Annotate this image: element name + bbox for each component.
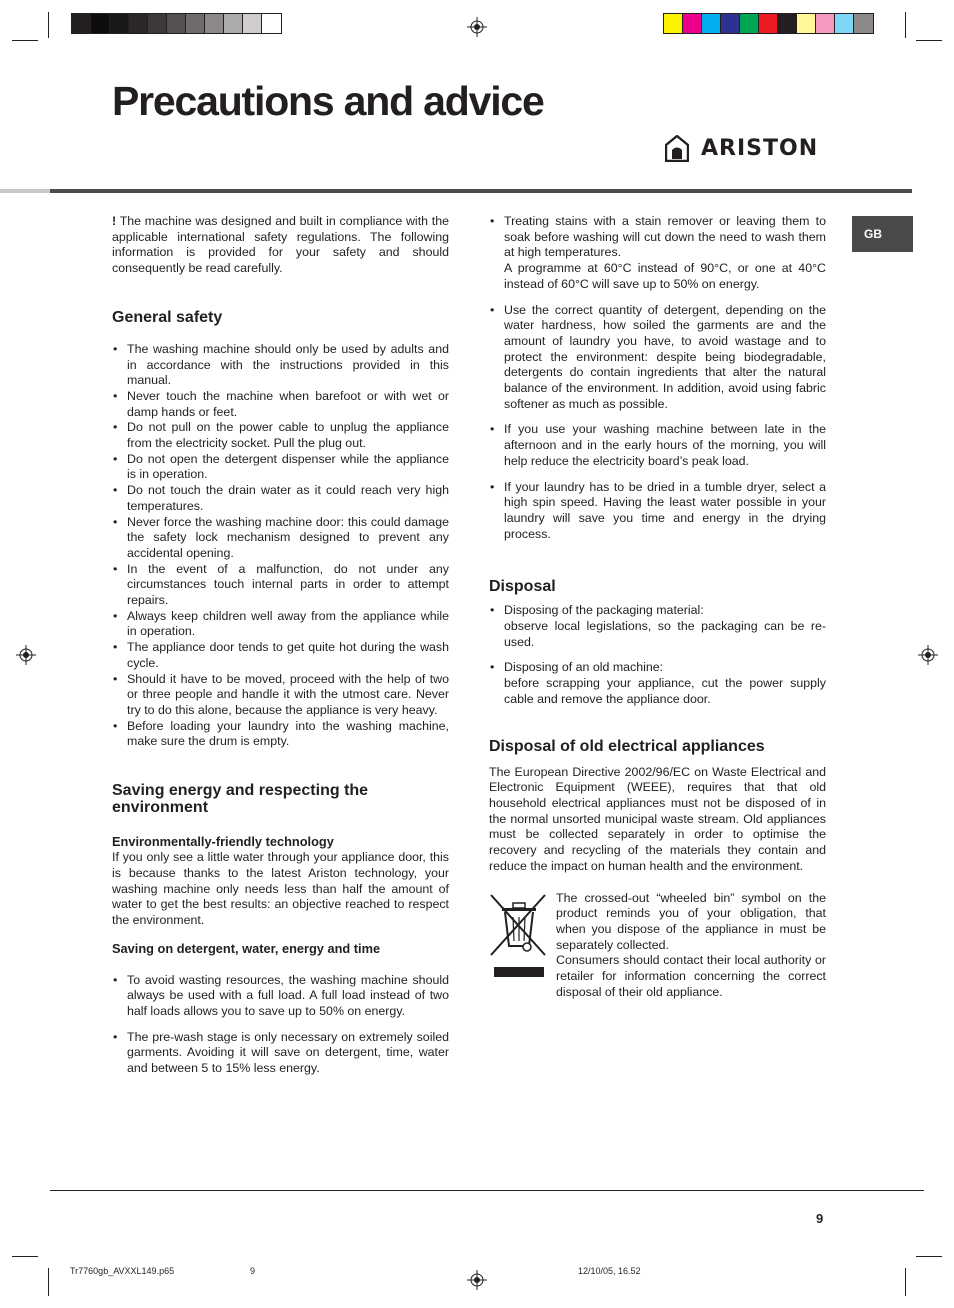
registration-mark-icon — [16, 645, 36, 665]
list-item-text: If you use your washing machine between late in the afternoon and in the early hours of the morning, you will help reduce the electricity board’s peak load. — [504, 422, 826, 468]
intro-paragraph: ! The machine was designed and built in compliance with the applicable international safety regulations. The following information is provided for your safety and should consequently be read carefully. — [112, 214, 450, 276]
colour-swatch — [148, 14, 167, 33]
list-item-detail: observe local legislations, so the packaging can be re-used. — [504, 619, 826, 649]
colour-swatch — [205, 14, 224, 33]
colour-swatch — [91, 14, 110, 33]
general-safety-list — [112, 342, 449, 750]
page-title: Precautions and advice — [112, 78, 544, 124]
list-item-text: Disposing of the packaging material: — [504, 603, 704, 618]
list-item: • Always keep children well away from the appliance while in operation. — [112, 609, 449, 640]
list-item-detail: before scrapping your appliance, cut the power supply cable and remove the appliance door. — [504, 676, 826, 706]
list-item: • Do not touch the drain water as it could reach very high temperatures. — [112, 483, 449, 514]
list-item: • The washing machine should only be used by adults and in accordance with the instructions provided in this manual. — [112, 342, 449, 389]
list-item — [489, 480, 826, 543]
weee-symbol-text — [556, 891, 826, 1001]
list-item: • To avoid wasting resources, the washing machine should always be used with a full load. A full load instead of two half loads allows you to save up to 50% on energy. — [112, 973, 449, 1020]
weee-symbol-block — [489, 891, 826, 1001]
colour-swatch — [854, 14, 873, 33]
energy-tips-list — [489, 214, 826, 542]
list-item — [489, 303, 826, 413]
list-item-text: Use the correct quantity of detergent, depending on the water hardness, how soiled the garments are and the amount of laundry you have, to avoid wastage and to protect the environment: despite being biodegradable, detergents do contain ingredients that alter the natural balance of the environment. In addition, avoid using fabric softener as much as possible. — [504, 302, 826, 411]
registration-mark-icon — [467, 17, 487, 37]
list-item: • Should it have to be moved, proceed with the help of two or three people and handle it with the utmost care. Never try to do this alone, because the appliance is very heavy. — [112, 672, 449, 719]
brand-name: ARISTON — [701, 136, 819, 161]
list-item: • Do not open the detergent dispenser while the appliance is in operation. — [112, 452, 449, 483]
colour-swatch — [759, 14, 778, 33]
colour-swatch — [702, 14, 721, 33]
disposal-heading: Disposal — [489, 578, 556, 596]
disposal-list — [489, 603, 826, 707]
weee-contact-paragraph: Consumers should contact their local authority or retailer for information concerning the correct disposal of their old appliance. — [556, 953, 826, 999]
slug-date: 12/10/05, 16.52 — [578, 1266, 641, 1276]
right-column — [489, 214, 826, 1000]
list-item — [489, 603, 826, 650]
colour-swatch — [186, 14, 205, 33]
colour-swatch — [224, 14, 243, 33]
language-tab: GB — [852, 216, 913, 252]
list-item: • Never touch the machine when barefoot or with wet or damp hands or feet. — [112, 389, 449, 420]
list-item: • The pre-wash stage is only necessary on extremely soiled garments. Avoiding it will save on detergent, time, water and between 5 to 15% less energy. — [112, 1030, 449, 1077]
warning-mark: ! — [112, 214, 117, 228]
list-item: • Before loading your laundry into the washing machine, make sure the drum is empty. — [112, 719, 449, 750]
registration-mark-icon — [918, 645, 938, 665]
colour-swatch — [740, 14, 759, 33]
list-item-text: Disposing of an old machine: — [504, 660, 664, 675]
left-column — [112, 214, 449, 1077]
slug-filename: Tr7760gb_AVXXL149.p65 — [70, 1266, 175, 1276]
ariston-house-icon — [665, 135, 689, 162]
header-rule — [50, 189, 912, 193]
colour-swatch — [797, 14, 816, 33]
list-item-detail: A programme at 60°C instead of 90°C, or one at 40°C instead of 60°C will save up to 50% on energy. — [504, 261, 826, 291]
list-item: • In the event of a malfunction, do not under any circumstances touch internal parts in order to attempt repairs. — [112, 562, 449, 609]
list-item-text: If your laundry has to be dried in a tumble dryer, select a high spin speed. Having the least water possible in your laundry will save you time and energy in the drying process. — [504, 479, 826, 541]
page-number: 9 — [816, 1211, 824, 1226]
list-item-text: Treating stains with a stain remover or leaving them to soak before washing will cut down the need to wash them at high temperatures. — [504, 214, 826, 260]
weee-paragraph: The European Directive 2002/96/EC on Waste Electrical and Electronic Equipment (WEEE), requires that that old household electrical appliances must not be disposed of in the normal unsorted municipal waste stream. Old appliances must be collected separately in order to optimise the recovery and recycling of the materials they contain and reduce the impact on human health and the environment. — [489, 764, 826, 873]
footer-rule — [50, 1190, 924, 1191]
colour-swatch — [167, 14, 186, 33]
list-item: • Do not pull on the power cable to unplug the appliance from the electricity socket. Pull the plug out. — [112, 420, 449, 451]
list-item: • The appliance door tends to get quite hot during the wash cycle. — [112, 640, 449, 671]
eco-tech-paragraph: If you only see a little water through your appliance door, this is because thanks to the latest Ariston technology, your washing machine only needs less than half the amount of water to get the best results: an objective reached to respect the environment. — [112, 850, 449, 927]
registration-mark-icon — [467, 1270, 487, 1290]
crossed-out-bin-icon — [489, 891, 556, 1001]
colour-swatch — [72, 14, 91, 33]
saving-heading: Saving energy and respecting the environment — [112, 782, 369, 817]
header-rule-light — [0, 189, 50, 193]
colour-swatch — [243, 14, 262, 33]
colour-swatch — [683, 14, 702, 33]
detergent-saving-heading: Saving on detergent, water, energy and time — [112, 940, 381, 956]
saving-list — [112, 973, 449, 1077]
colour-swatch — [778, 14, 797, 33]
colour-swatch — [835, 14, 854, 33]
eco-tech-heading: Environmentally-friendly technology — [112, 834, 334, 850]
list-item — [489, 214, 826, 293]
colour-swatch — [262, 14, 281, 33]
slug-page: 9 — [250, 1266, 256, 1276]
list-item: • Never force the washing machine door: this could damage the safety lock mechanism designed to prevent any accidental opening. — [112, 515, 449, 562]
colour-swatch — [129, 14, 148, 33]
list-item — [489, 660, 826, 707]
weee-heading: Disposal of old electrical appliances — [489, 737, 765, 755]
weee-symbol-paragraph: The crossed-out “wheeled bin” symbol on the product reminds you of your obligation, that when you dispose of the appliance in must be separately collected. — [556, 890, 826, 952]
general-safety-heading: General safety — [112, 308, 223, 326]
grey-colour-bar — [71, 13, 282, 34]
colour-swatch — [110, 14, 129, 33]
colour-swatch — [664, 14, 683, 33]
colour-swatch — [816, 14, 835, 33]
colour-swatch — [721, 14, 740, 33]
process-colour-bar — [663, 13, 874, 34]
brand-logo — [665, 135, 818, 162]
list-item — [489, 422, 826, 469]
